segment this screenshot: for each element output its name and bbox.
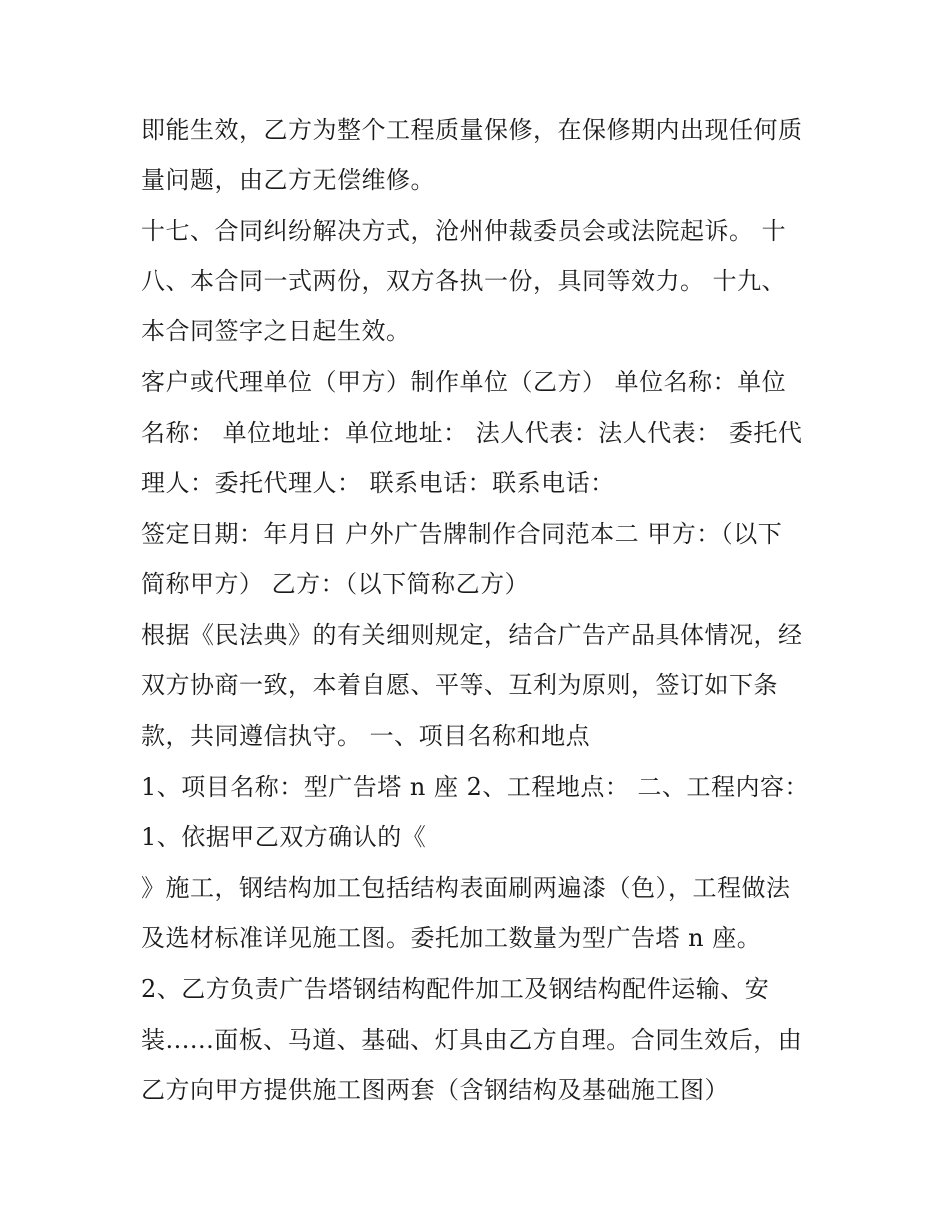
text-line: 八、本合同一式两份，双方各执一份，具同等效力。 十九、	[141, 267, 787, 295]
text-line: 》施工，钢结构加工包括结构表面刷两遍漆（色），工程做法	[141, 874, 791, 902]
text-line: 即能生效，乙方为整个工程质量保修，在保修期内出现任何质	[141, 116, 803, 144]
text-line: 根据《民法典》的有关细则规定，结合广告产品具体情况，经	[141, 621, 803, 649]
text-line: 简称甲方） 乙方：（以下简称乙方）	[141, 570, 530, 598]
text-line: 签定日期：年月日 户外广告牌制作合同范本二 甲方：（以下	[141, 520, 783, 548]
text-line: 乙方向甲方提供施工图两套（含钢结构及基础施工图）	[141, 1076, 729, 1104]
text-line: 理人：委托代理人： 联系电话：联系电话：	[141, 469, 615, 497]
text-line: 1、项目名称：型广告塔 n 座 2、工程地点： 二、工程内容：	[141, 773, 810, 801]
text-line: 名称： 单位地址：单位地址： 法人代表：法人代表： 委托代	[141, 419, 803, 447]
text-line: 1、依据甲乙双方确认的《	[141, 823, 427, 851]
text-line: 款，共同遵信执守。 一、项目名称和地点	[141, 722, 591, 750]
text-line: 本合同签字之日起生效。	[141, 317, 411, 345]
text-line: 十七、合同纠纷解决方式，沧州仲裁委员会或法院起诉。 十	[141, 217, 787, 245]
text-line: 装......面板、马道、基础、灯具由乙方自理。合同生效后，由	[141, 1026, 803, 1054]
text-line: 及选材标准详见施工图。委托加工数量为型广告塔 n 座。	[141, 924, 762, 952]
text-line: 量问题，由乙方无偿维修。	[141, 166, 435, 194]
text-line: 2、乙方负责广告塔钢结构配件加工及钢结构配件运输、安	[141, 975, 770, 1003]
text-line: 客户或代理单位（甲方）制作单位（乙方） 单位名称：单位	[141, 368, 787, 396]
text-line: 双方协商一致，本着自愿、平等、互利为原则，签订如下条	[141, 671, 778, 699]
